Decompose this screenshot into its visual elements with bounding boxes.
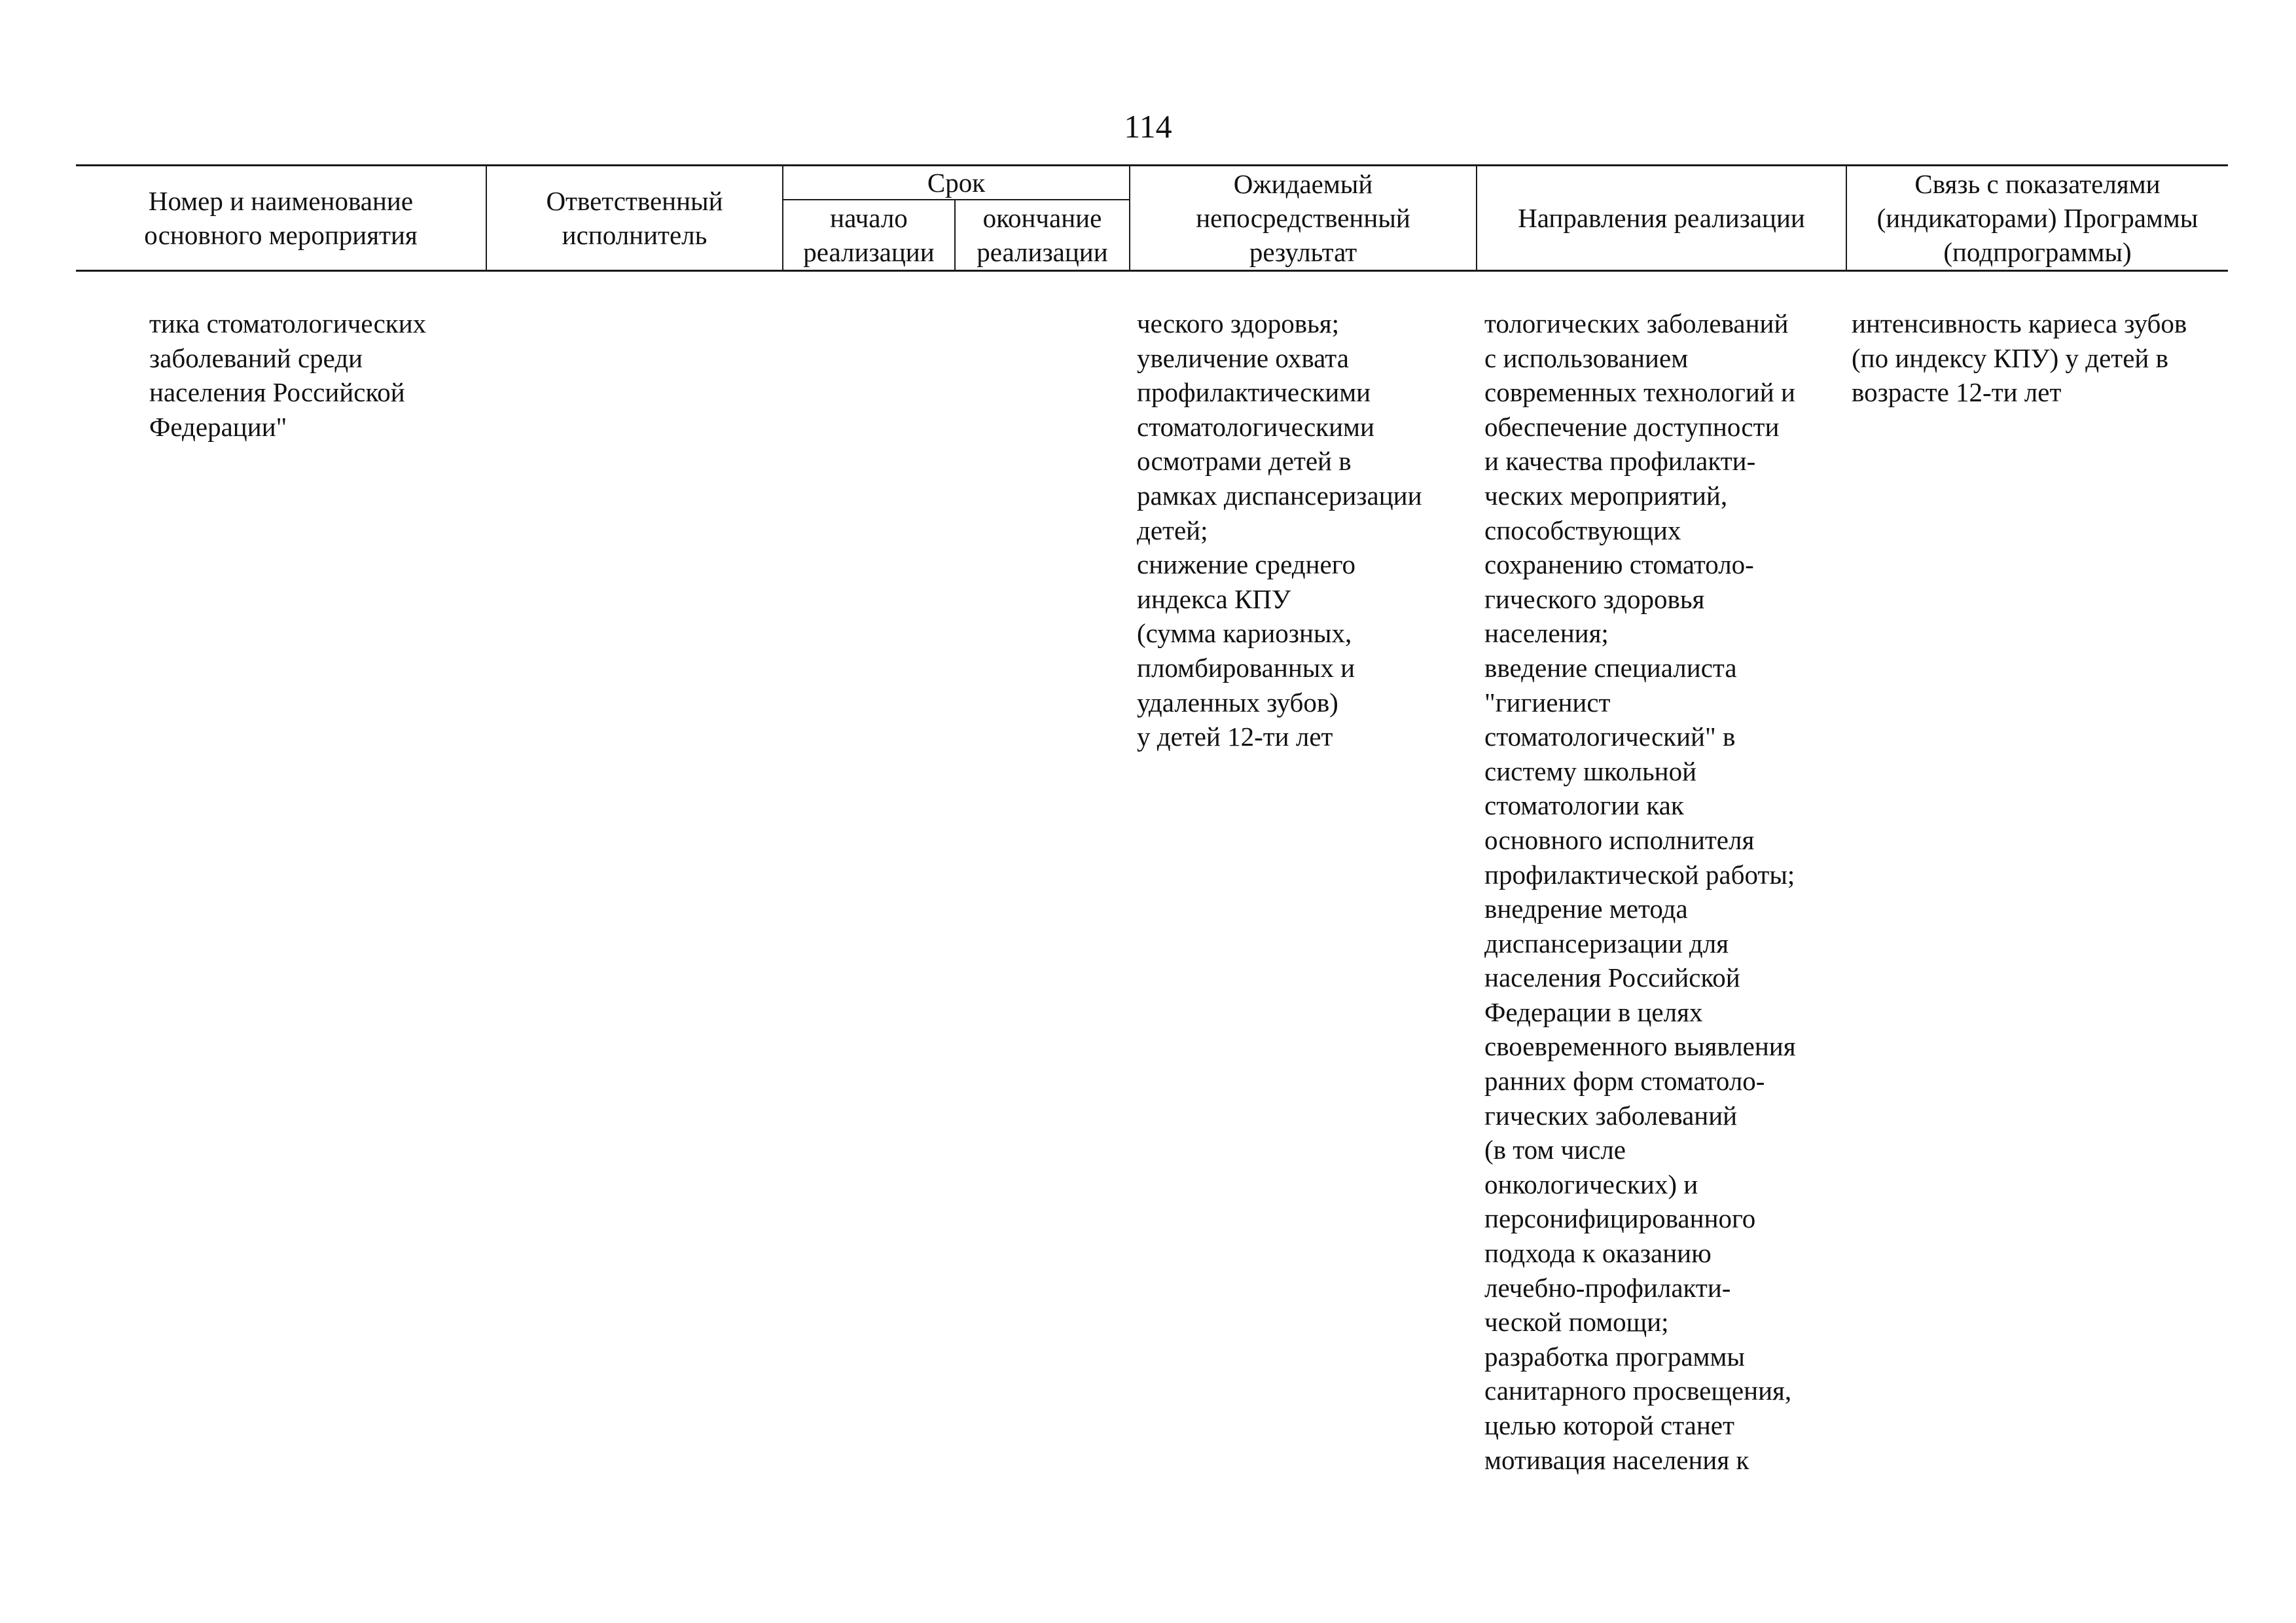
header-srok: Срок [927, 168, 986, 198]
header-directions: Направления реализации [1518, 203, 1805, 233]
header-start-implementation: начало реализации [803, 203, 935, 267]
cell-activity-name: тика стоматологических заболеваний среди населения Российской Федерации" [149, 308, 427, 442]
header-expected-result: Ожидаемый непосредственный результат [1196, 169, 1410, 267]
table-header-bottom-rule [76, 270, 2228, 272]
header-end-implementation: окончание реализации [977, 203, 1108, 267]
page-number: 114 [1124, 108, 1172, 145]
cell-indicators: интенсивность кариеса зубов (по индексу КПУ) у детей в возрасте 12-ти лет [1852, 308, 2187, 408]
cell-expected-result: ческого здоровья; увеличение охвата профилактическими стоматологическими осмотрами детей в рамках диспансеризации детей; снижение среднего индекса КПУ (сумма кариозных, пломбированных и удаленных зубов) у детей 12-ти лет [1137, 308, 1422, 752]
header-main-activity: Номер и наименование основного мероприятия [144, 186, 418, 250]
header-indicators-link: Связь с показателями (индикаторами) Программы (подпрограммы) [1876, 169, 2198, 267]
header-responsible-executor: Ответственный исполнитель [546, 186, 723, 250]
cell-directions: тологических заболеваний с использованием современных технологий и обеспечение доступности и качества профилакти- ческих мероприятий, способствующих сохранению стоматоло- гического здоровья населения; введение специалиста "гигиенист стоматологический" в систему школьной стоматологии как основного исполнителя профилактической работы; внедрение метода диспансеризации для населения Российской Федерации в целях своевременного выявления ранних форм стоматоло- гических заболеваний (в том числе онкологических) и персонифицированного подхода к оказанию лечебно-профилакти- ческой помощи; разработка программы санитарного просвещения, целью которой станет мотивация населения к [1484, 308, 1796, 1475]
